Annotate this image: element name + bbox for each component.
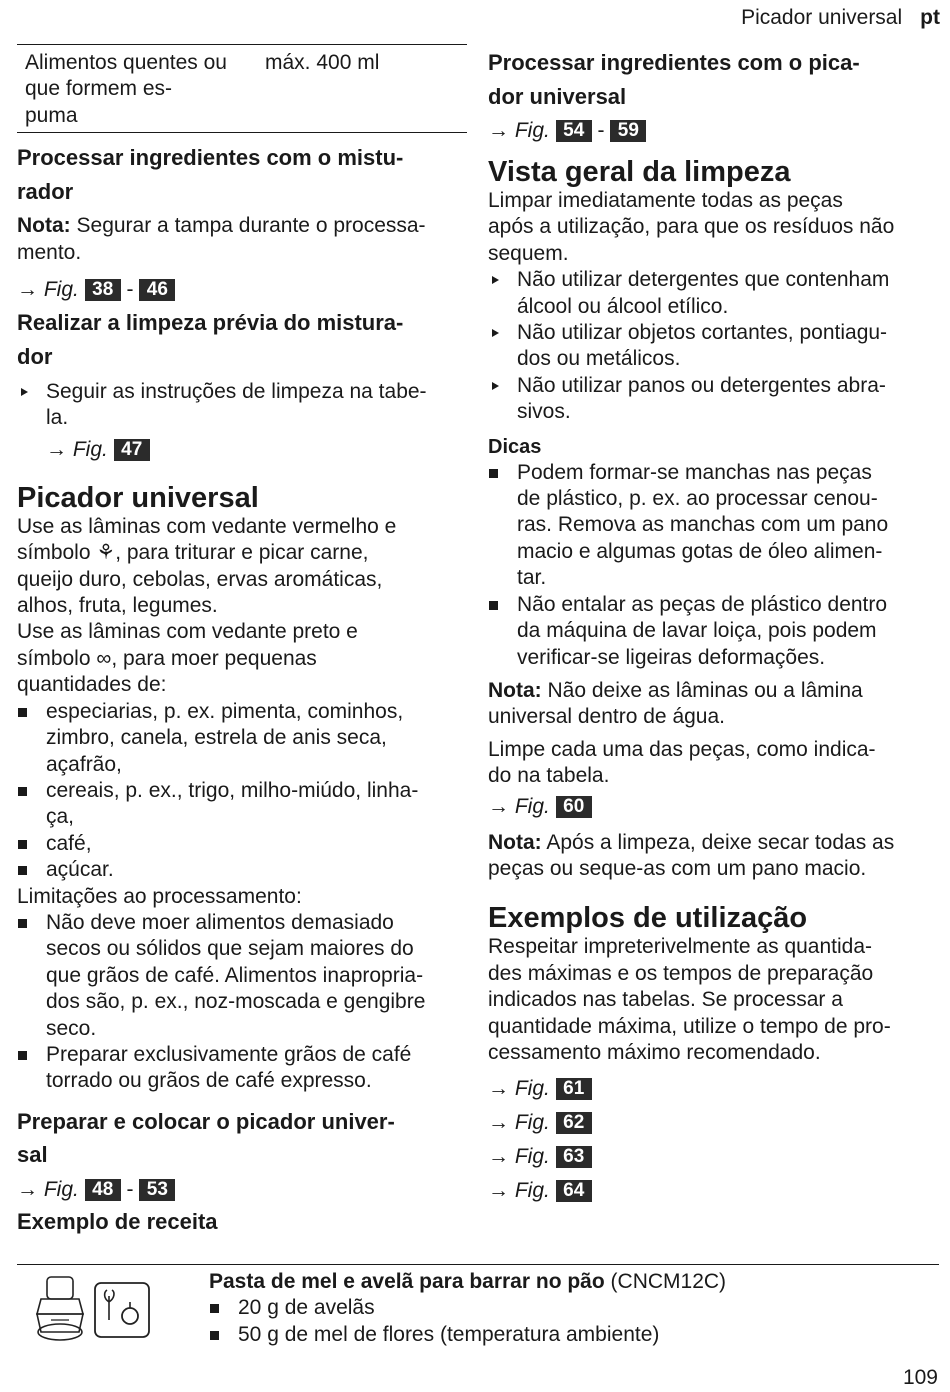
section-heading: Preparar e colocar o picador univer- sal [17, 1108, 395, 1168]
header-language: pt [920, 6, 940, 29]
list-item: açúcar. [17, 857, 467, 883]
figure-badge: 60 [556, 796, 592, 818]
figure-badge: 64 [556, 1180, 592, 1202]
instruction-list [17, 379, 467, 432]
tips-list [488, 460, 940, 671]
header-title: Picador universal [741, 6, 903, 29]
figure-reference: → Fig. 63 [488, 1140, 940, 1174]
section-heading: Realizar a limpeza prévia do misturа- dor [17, 310, 404, 369]
right-column [488, 46, 940, 1208]
figure-badge: 61 [556, 1078, 592, 1100]
chapter-heading: Picador universal [17, 481, 259, 514]
section-heading: Processar ingredientes com o mistu- rador [17, 145, 404, 204]
note-paragraph: Nota: Segurar a tampa durante o processa- mento. [17, 214, 426, 264]
recipe-icons [27, 1272, 167, 1342]
list-item: Preparar exclusivamente grãos de café torrado ou grãos de café expresso. [17, 1042, 467, 1095]
spec-food-cell: Alimentos quentes ou que formem es- puma [25, 51, 227, 127]
table-row [17, 45, 467, 133]
list-item: especiarias, p. ex. pimenta, cominhos, zimbro, canela, estrela de anis seca, açafrão, [17, 699, 467, 778]
list-item: 20 g de avelãs [209, 1295, 929, 1321]
recipe-ingredients [209, 1295, 929, 1348]
body-paragraph: Limpar imediatamente todas as peças após a utilização, para que os resíduos não sequem. [488, 189, 895, 265]
figure-reference: → Fig. 61 [488, 1072, 940, 1106]
note-paragraph: Nota: Não deixe as lâminas ou a lâmina universal dentro de água. [488, 678, 863, 729]
list-item: Seguir as instruções de limpeza na tabe- la. [17, 379, 467, 432]
section-heading: Processar ingredientes com o pica- dor universal [488, 50, 860, 109]
figure-reference: → Fig. 60 [488, 794, 940, 820]
body-paragraph: Limpe cada uma das peças, como indica- do na tabela. [488, 737, 876, 788]
chopper-icon [27, 1272, 167, 1344]
limits-list [17, 910, 467, 1095]
tips-heading: Dicas [488, 435, 542, 458]
figure-reference: → Fig. 47 [17, 437, 467, 463]
body-paragraph: Limitações ao processamento: [17, 884, 302, 908]
list-item: Não utilizar panos ou detergentes abra- sivos. [488, 373, 940, 426]
recipe-title: Pasta de mel e avelã para barrar no pão (CNCM12C) [209, 1270, 727, 1293]
body-paragraph: Respeitar impreterivelmente as quantida- des máximas e os tempos de preparação indicados nas tabelas. Se processar a quantidade máxima, utilize o tempo de pro- cessamento máximo recomendado. [488, 935, 891, 1064]
body-paragraph: Use as lâminas com vedante vermelho e símbolo ⚘, para triturar e picar carne, queijo duro, cebolas, ervas aromáticas, alhos, fruta, legumes. Use as lâminas com vedante preto e símbolo ∞, para moer pequenas quantidades de: [17, 514, 397, 697]
figure-badge: 46 [139, 279, 175, 301]
left-column [17, 44, 467, 1238]
figure-badge: 48 [85, 1179, 121, 1201]
figure-reference: → Fig. 38 - 46 [17, 277, 467, 303]
figure-badge: 63 [556, 1146, 592, 1168]
chapter-heading: Vista geral da limpeza [488, 156, 791, 188]
figure-badge: 59 [610, 120, 646, 142]
figure-reference: → Fig. 64 [488, 1174, 940, 1208]
running-header [741, 6, 940, 30]
list-item: Não deve moer alimentos demasiado secos ou sólidos que sejam maiores do que grãos de café. Alimentos inapropria- dos são, p. ex., noz-moscada e gengibre seco. [17, 910, 467, 1042]
recipe-block [17, 1264, 939, 1346]
list-item: café, [17, 831, 467, 857]
list-item: Não utilizar detergentes que contenham álcool ou álcool etílico. [488, 267, 940, 320]
grind-list [17, 699, 467, 884]
chapter-heading: Exemplos de utilização [488, 902, 808, 935]
figure-badge: 54 [556, 120, 592, 142]
figure-badge: 47 [114, 439, 150, 461]
cleaning-warnings-list [488, 267, 940, 425]
list-item: 50 g de mel de flores (temperatura ambiente) [209, 1322, 929, 1348]
example-figure-list [488, 1072, 940, 1208]
figure-reference: → Fig. 62 [488, 1106, 940, 1140]
list-item: Não entalar as peças de plástico dentro da máquina de lavar loiça, pois podem verificar-se ligeiras deformações. [488, 592, 940, 671]
list-item: cereais, p. ex., trigo, milho-miúdo, linha- ça, [17, 778, 467, 831]
figure-reference: → Fig. 54 - 59 [488, 118, 940, 144]
figure-reference: → Fig. 48 - 53 [17, 1177, 467, 1203]
list-item: Podem formar-se manchas nas peças de plástico, p. ex. ao processar cenou- ras. Remova as manchas com um pano macio e algumas gotas de óleo alimen- tar. [488, 460, 940, 592]
figure-badge: 38 [85, 279, 121, 301]
page-number: 109 [902, 1366, 938, 1389]
list-item: Não utilizar objetos cortantes, pontiagu- dos ou metálicos. [488, 320, 940, 373]
figure-badge: 53 [139, 1179, 175, 1201]
spec-amount-cell: máx. 400 ml [265, 51, 380, 74]
recipe-text [209, 1269, 929, 1348]
section-heading: Exemplo de receita [17, 1208, 218, 1234]
figure-badge: 62 [556, 1112, 592, 1134]
spec-table [17, 44, 467, 133]
note-paragraph: Nota: Após a limpeza, deixe secar todas as peças ou seque-as com um pano macio. [488, 830, 895, 880]
